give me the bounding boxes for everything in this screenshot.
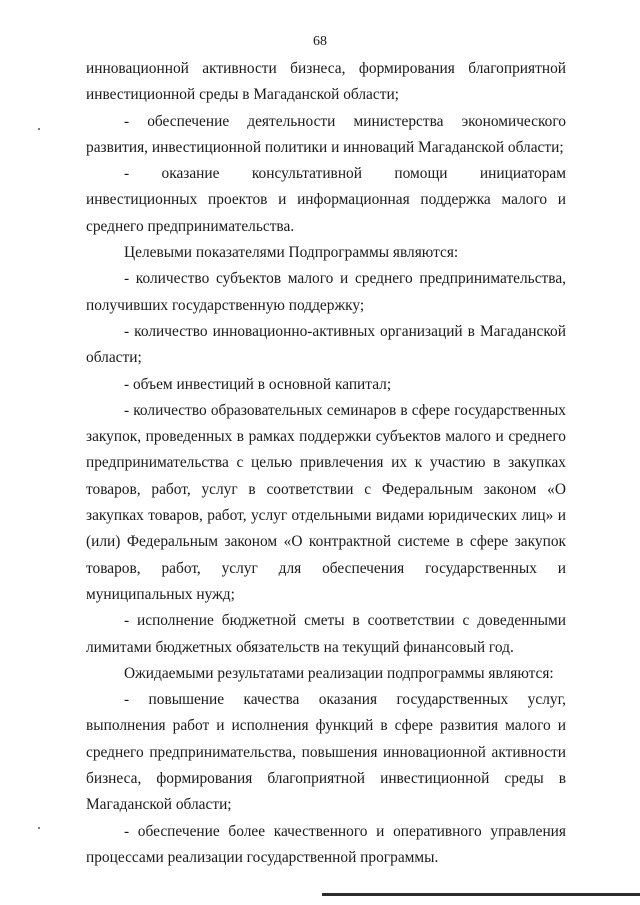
document-body — [86, 56, 566, 871]
paragraph-8: - количество образовательных семинаров в сфере государственных закупок, проведенных в рамках поддержки субъектов малого и среднего предпринимательства с целью привлечения их к участию в закупках товаров, работ, услуг в соответствии с Федеральным законом «О закупках товаров, работ, услуг отдельными видами юридических лиц» и (или) Федеральным законом «О контрактной системе в сфере закупок товаров, работ, услуг для обеспечения государственных и муниципальных нужд; — [86, 401, 566, 603]
paragraph-2: - обеспечение деятельности министерства экономического развития, инвестиционной политики и инноваций Магаданской области; — [86, 112, 566, 156]
paragraph-1: инновационной активности бизнеса, формирования благоприятной инвестиционной среды в Магаданской области; — [86, 60, 566, 104]
paragraph-7: - объем инвестиций в основной капитал; — [124, 375, 392, 393]
paragraph-10: Ожидаемыми результатами реализации подпрограммы являются: — [124, 664, 554, 682]
scan-speck — [38, 827, 40, 829]
paragraph-5: - количество субъектов малого и среднего предпринимательства, получивших государственную поддержку; — [86, 270, 566, 314]
paragraph-12: - обеспечение более качественного и оперативного управления процессами реализации государственной программы. — [86, 822, 566, 866]
scan-speck — [38, 128, 40, 130]
paragraph-3: - оказание консультативной помощи инициаторам инвестиционных проектов и информационная поддержка малого и среднего предпринимательства. — [86, 165, 566, 235]
paragraph-11: - повышение качества оказания государственных услуг, выполнения работ и исполнения функций в сфере развития малого и среднего предпринимательства, повышения инновационной активности бизнеса, формирования благоприятной инвестиционной среды в Магаданской области; — [86, 691, 566, 814]
bottom-scan-rule — [322, 893, 640, 896]
paragraph-4: Целевыми показателями Подпрограммы являются: — [124, 244, 459, 262]
paragraph-9: - исполнение бюджетной сметы в соответствии с доведенными лимитами бюджетных обязательств на текущий финансовый год. — [86, 612, 566, 656]
paragraph-6: - количество инновационно-активных организаций в Магаданской области; — [86, 322, 566, 367]
page-number: 68 — [313, 34, 327, 49]
